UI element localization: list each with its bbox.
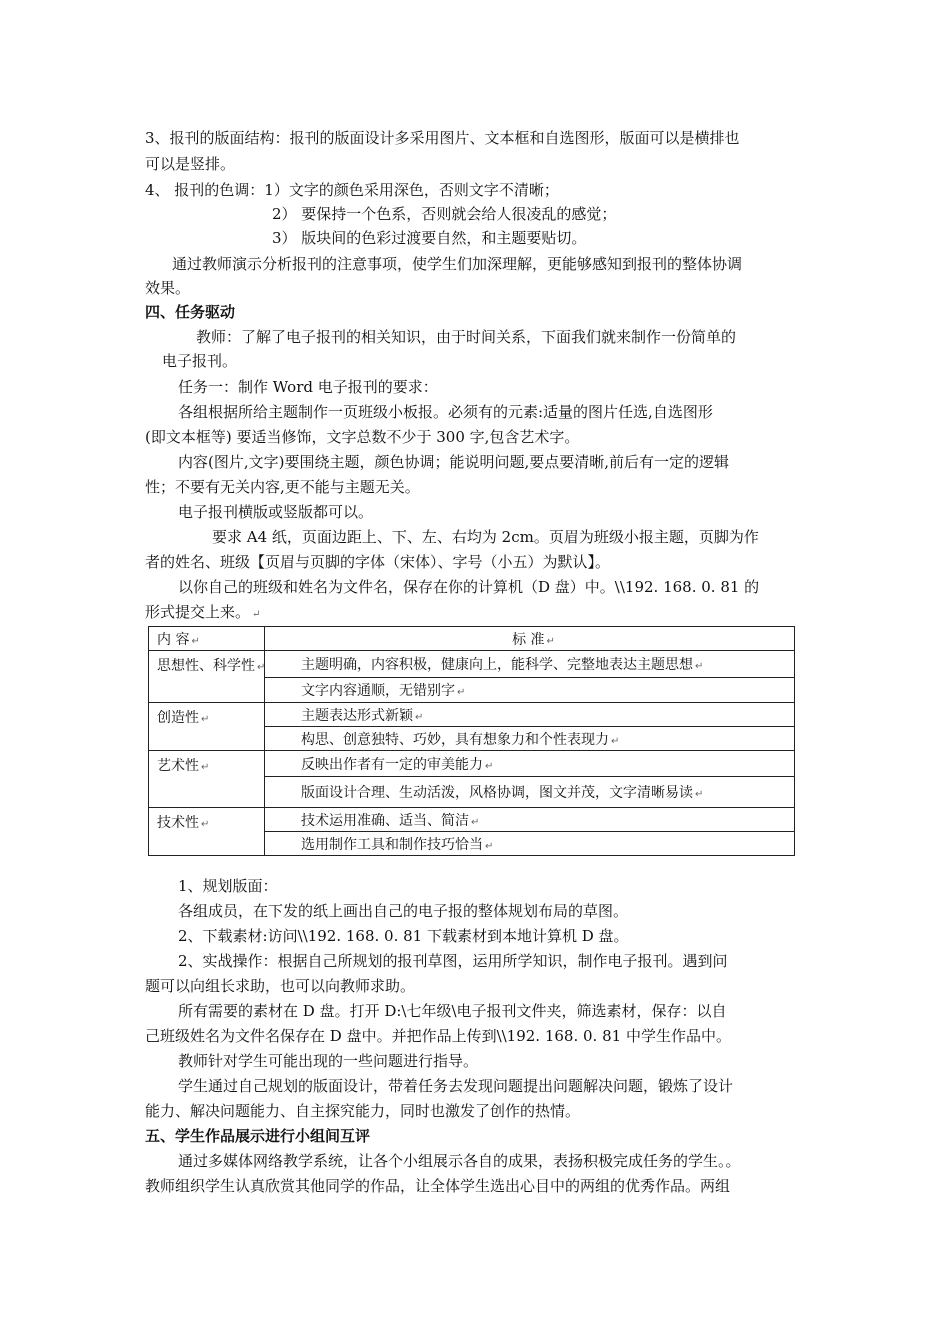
paragraph-line: 教师针对学生可能出现的一些问题进行指导。 xyxy=(178,1052,479,1070)
paragraph-line: 4、 报刊的色调：1）文字的颜色采用深色，否则文字不清晰； xyxy=(145,181,559,199)
paragraph-line: 电子报刊。 xyxy=(162,352,238,370)
table-header-content: 内 容 ↵ xyxy=(149,627,265,651)
paragraph-line: 能力、解决问题能力、自主探究能力，同时也激发了创作的热情。 xyxy=(145,1102,581,1120)
paragraph-line: 2、实战操作：根据自己所规划的报刊草图，运用所学知识，制作电子报刊。遇到问 xyxy=(178,952,728,970)
paragraph-line: 各组成员，在下发的纸上画出自己的电子报的整体规划布局的草图。 xyxy=(178,902,629,920)
table-category-cell: 技术性 ↵ xyxy=(149,808,265,856)
paragraph-line: 各组根据所给主题制作一页班级小板报。必须有的元素:适量的图片任选,自选图形 xyxy=(178,403,713,421)
paragraph-line: 通过教师演示分析报刊的注意事项，使学生们加深理解，更能够感知到报刊的整体协调 xyxy=(172,255,743,273)
table-row xyxy=(149,751,795,777)
section-heading: 四、任务驱动 xyxy=(145,303,236,321)
table-header-standard: 标 准 ↵ xyxy=(265,627,795,651)
paragraph-line: 2、下载素材:访问\\192. 168. 0. 81 下载素材到本地计算机 D 盘。 xyxy=(178,927,629,945)
table-header-row xyxy=(149,627,795,651)
paragraph-line: 3、报刊的版面结构：报刊的版面设计多采用图片、文本框和自选图形，版面可以是横排也 xyxy=(145,129,740,147)
table-category-cell: 思想性、科学性 ↵ xyxy=(149,651,265,703)
table-standard-cell: 文字内容通顺，无错别字 ↵ xyxy=(265,678,795,703)
table-standard-cell: 反映出作者有一定的审美能力 ↵ xyxy=(265,751,795,777)
paragraph-line: 1、规划版面： xyxy=(178,877,278,895)
section-heading: 五、学生作品展示进行小组间互评 xyxy=(145,1127,371,1145)
table-standard-cell: 选用制作工具和制作技巧恰当 ↵ xyxy=(265,832,795,856)
paragraph-mark-icon: ↵ xyxy=(252,609,261,620)
paragraph-line: (即文本框等) 要适当修饰，文字总数不少于 300 字,包含艺术字。 xyxy=(145,428,580,446)
paragraph-line: 教师：了解了电子报刊的相关知识，由于时间关系，下面我们就来制作一份简单的 xyxy=(196,328,737,346)
table-standard-cell: 主题表达形式新颖 ↵ xyxy=(265,703,795,727)
paragraph-line: 学生通过自己规划的版面设计，带着任务去发现问题提出问题解决问题，锻炼了设计 xyxy=(178,1077,734,1095)
paragraph-line: 题可以向组长求助，也可以向教师求助。 xyxy=(145,977,416,995)
paragraph-line: 3） 版块间的色彩过渡要自然，和主题要贴切。 xyxy=(272,229,587,247)
paragraph-line: 教师组织学生认真欣赏其他同学的作品，让全体学生选出心目中的两组的优秀作品。两组 xyxy=(145,1177,731,1195)
paragraph-line: 以你自己的班级和姓名为文件名，保存在你的计算机（D 盘）中。\\192. 168. 0. 81 的 xyxy=(178,578,760,596)
table-standard-cell: 版面设计合理、生动活泼，风格协调，图文并茂，文字清晰易读 ↵ xyxy=(265,777,795,808)
paragraph-line: 效果。 xyxy=(145,279,191,297)
table-category-cell: 艺术性 ↵ xyxy=(149,751,265,808)
paragraph-text: 形式提交上来。 xyxy=(145,603,251,621)
paragraph-line xyxy=(145,602,260,625)
paragraph-line: 可以是竖排。 xyxy=(145,155,236,173)
paragraph-line: 通过多媒体网络教学系统，让各个小组展示各自的成果，表扬积极完成任务的学生。。 xyxy=(178,1152,741,1170)
paragraph-line: 要求 A4 纸，页面边距上、下、左、右均为 2cm。页眉为班级小报主题，页脚为作 xyxy=(212,528,759,546)
table-row xyxy=(149,703,795,727)
paragraph-line: 者的姓名、班级【页眉与页脚的字体（宋体）、字号（小五）为默认】。 xyxy=(145,553,611,571)
paragraph-line: 电子报刊横版或竖版都可以。 xyxy=(178,503,374,521)
paragraph-line: 所有需要的素材在 D 盘。打开 D:\七年级\电子报刊文件夹，筛选素材，保存：以自 xyxy=(178,1002,727,1020)
paragraph-line: 任务一：制作 Word 电子报刊的要求： xyxy=(178,378,438,396)
paragraph-line: 性；不要有无关内容,更不能与主题无关。 xyxy=(145,478,420,496)
table-row xyxy=(149,808,795,832)
paragraph-line: 内容(图片,文字)要围绕主题，颜色协调；能说明问题,要点要清晰,前后有一定的逻辑 xyxy=(178,453,730,471)
table-row xyxy=(149,651,795,678)
table-standard-cell: 构思、创意独特、巧妙，具有想象力和个性表现力 ↵ xyxy=(265,727,795,751)
evaluation-table xyxy=(148,626,795,856)
paragraph-line: 己班级姓名为文件名保存在 D 盘中。并把作品上传到\\192. 168. 0. 81 中学生作品中。 xyxy=(145,1027,731,1045)
table-category-cell: 创造性 ↵ xyxy=(149,703,265,751)
paragraph-line: 2） 要保持一个色系，否则就会给人很凌乱的感觉； xyxy=(272,205,617,223)
table-standard-cell: 技术运用准确、适当、简洁 ↵ xyxy=(265,808,795,832)
table-standard-cell: 主题明确，内容积极，健康向上，能科学、完整地表达主题思想 ↵ xyxy=(265,651,795,678)
